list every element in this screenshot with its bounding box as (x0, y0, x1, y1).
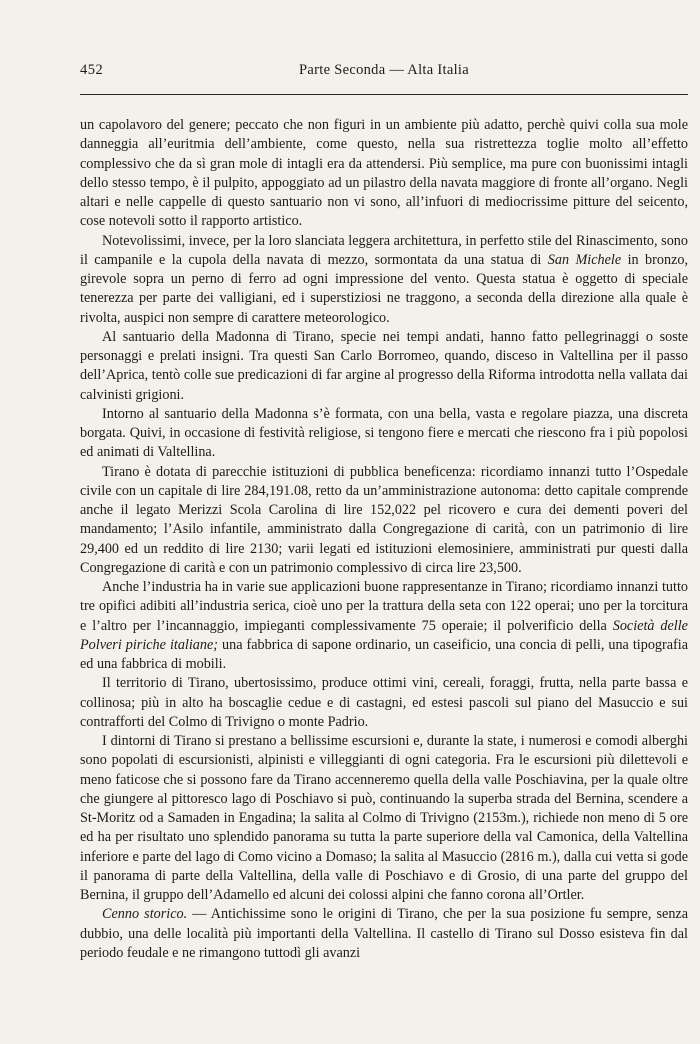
body-text (80, 116, 688, 963)
text-run: Anche l’industria ha in varie sue applicazioni buone rappresentanze in Tirano; ricordiamo innanzi tutto tre opifici adibiti all’industria serica, cioè uno per la trattura della seta con 122 operai; uno per la torcitura e l’altro per l’incannaggio, impieganti complessivamente 75 operaie; il polverificio della (80, 579, 688, 634)
text-run: una fabbrica di sapone ordinario, un caseificio, una concia di pelli, una tipografia ed una fabbrica di mobili. (80, 636, 689, 672)
text-run: — Antichissime sono le origini di Tirano, che per la sua posizione fu sempre, senza dubbio, una delle località più importanti della Valtellina. Il castello di Tirano sul Dosso esisteva fin dal periodo feudale e ne rimangono tuttodì gli avanzi (80, 906, 689, 961)
paragraph (80, 405, 688, 463)
text-run: Notevolissimi, invece, per la loro slanciata leggera architettura, in perfetto stile del Rinascimento, sono il campanile e la cupola della navata di mezzo, sormontata da una statua di (80, 232, 688, 268)
running-head: Parte Seconda — Alta Italia (299, 62, 469, 78)
text-run: Al santuario della Madonna di Tirano, specie nei tempi andati, hanno fatto pellegrinaggi o soste personaggi e prelati insigni. Tra questi San Carlo Borromeo, quando, disceso in Valtellina per il passo dell’Aprica, tentò colle sue predicazioni di far argine al progresso della Riforma introdotta nella vallata dai calvinisti grigioni. (80, 328, 688, 403)
text-run: Tirano è dotata di parecchie istituzioni di pubblica beneficenza: ricordiamo innanzi tutto l’Ospedale civile con un capitale di lire 284,191.08, retto da un’amministrazione autonoma: detto capitale comprende anche il legato Merizzi Scola Carolina di lire 152,022 pel ricovero e cura dei dementi poveri del mandamento; l’Asilo infantile, amministrato dalla Congregazione di carità, con un patrimonio di lire 29,400 ed un reddito di lire 2130; varii legati ed istituzioni elemosiniere, amministrati pur questi dalla Congregazione di carità e con un patrimonio complessivo di circa lire 23,500. (80, 463, 688, 576)
paragraph (80, 578, 688, 674)
text-run: un capolavoro del genere; peccato che non figuri in un ambiente più adatto, perchè quivi colla sua mole danneggia all’euritmia dell’ambiente, come questo, nella sua ristrettezza toglie molto all’effetto complessivo che da sì gran mole di intagli era da attendersi. Più semplice, ma pure con buonissimi intagli dello stesso tempo, è il pulpito, appoggiato ad un pilastro della navata maggiore di fronte all’organo. Negli altari e nelle cappelle di questo santuario non vi sono, all’infuori di mediocrissime pitture del seicento, cose notevoli sotto il rapporto artistico. (80, 117, 688, 230)
paragraph (80, 463, 688, 579)
text-run: Il territorio di Tirano, ubertosissimo, produce ottimi vini, cereali, foraggi, frutta, nella parte bassa e collinosa; più in alto ha boscaglie cedue e di castagni, ed estesi pascoli sul piano del Masuccio e sui contrafforti del Colmo di Trivigno o monte Padrio. (80, 675, 688, 730)
paragraph (80, 116, 688, 232)
text-run-italic: San Michele (547, 251, 622, 268)
paragraph (80, 732, 688, 905)
text-run-italic: Società delle Polveri piriche italiane; (80, 617, 688, 653)
text-run: I dintorni di Tirano si prestano a bellissime escursioni e, durante la state, i numerosi e comodi alberghi sono popolati di escursionisti, alpinisti e villeggianti di ogni categoria. Fra le escursioni più dilettevoli e meno faticose che si possono fare da Tirano accenneremo quella della valle Poschiavina, per la quale oltre che giungere al pittoresco lago di Poschiavo si può, continuando la superba strada del Bernina, scendere a St-Moritz od a Samaden in Engadina; la salita al Colmo di Trivigno (2153m.), richiede non meno di 5 ore ed ha per risultato uno splendido panorama su tutta la parte superiore della val Camonica, della Valtellina inferiore e parte del lago di Como vicino a Domaso; la salita al Masuccio (2816 m.), dalla cui vetta si gode il panorama di parte della Valtellina, della valle di Poschiavo e di Grosio, di una parte del gruppo del Bernina, il gruppo dell’Adamello ed alcuni dei colossi alpini che fanno corona all’Ortler. (80, 733, 688, 903)
paragraph (80, 232, 688, 328)
page-header (80, 62, 688, 86)
section-heading-italic: Cenno storico. (102, 906, 188, 923)
text-run: Intorno al santuario della Madonna s’è formata, con una bella, vasta e regolare piazza, una discreta borgata. Quivi, in occasione di festività religiose, si tengono fiere e mercati che riescono fra i più popolosi ed animati di Valtellina. (80, 405, 688, 461)
paragraph (80, 905, 688, 963)
header-rule (80, 94, 688, 95)
paragraph (80, 674, 688, 732)
text-run: in bronzo, girevole sopra un perno di ferro ad ogni impressione del vento. Questa statua è oggetto di speciale tenerezza per parte dei valligiani, ed i superstiziosi ne traggono, a seconda della direzione alla quale è rivolta, auspici non sempre di carattere meteorologico. (80, 251, 689, 326)
paragraph (80, 328, 688, 405)
page-number: 452 (80, 62, 104, 78)
